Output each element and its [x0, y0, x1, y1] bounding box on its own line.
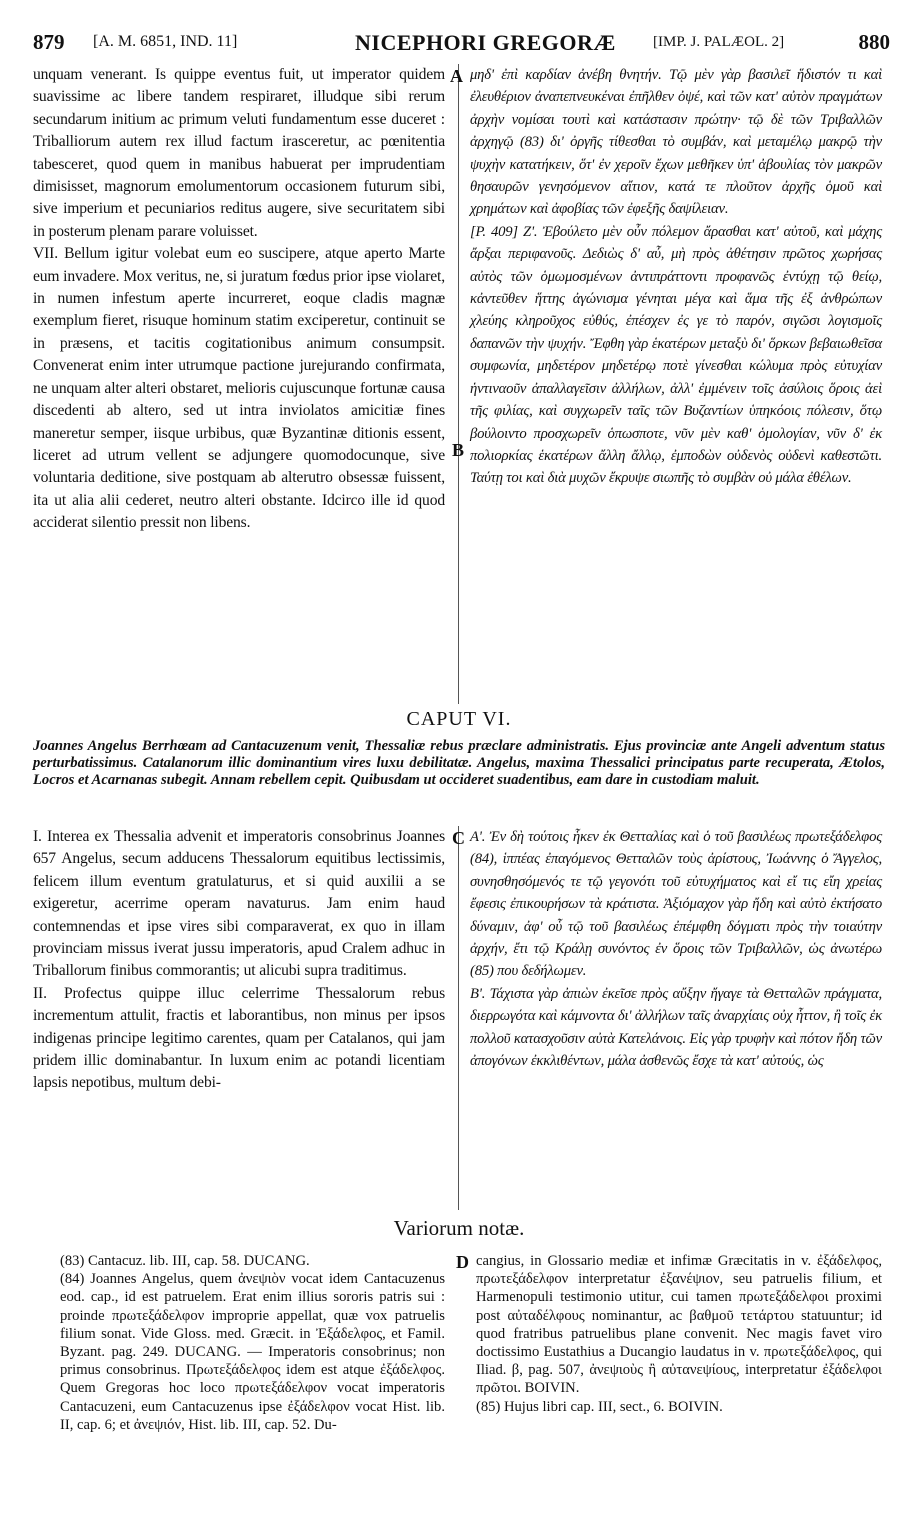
lower-latin-column [33, 826, 445, 1095]
left-page-number: 879 [33, 30, 65, 54]
notes-heading: Variorum notæ. [393, 1216, 525, 1240]
chapter-heading: CAPUT VI. [406, 708, 512, 730]
notes-right-column [476, 1252, 882, 1416]
greek-paragraph: [P. 409] Ζ'. Ἐβούλετο μὲν οὖν πόλεμον ἄρασθαι κατ' αὐτοῦ, καὶ μάχης ἄρξαι περιφανοῦς. Δεδιὼς δ' αὖ, μὴ πρὸς ἀθέτησιν πρῶτος χωρήσας αὐτὸς τῶν ὁμωμοσμένων ἀντιπράττοντι προφανῶς ἐντύχῃ τῷ θείῳ, κἀντεῦθεν ἥττης ἀγώνισμα γένηται μέγα καὶ ἅμα τῆς ἐξ ἀνθρώπων χλεύης κληροῦχος εὐθύς, ἐπέσχεν ἐς γε τὸ παρόν, σιγῶσι λογισμοῖς δαπανῶν τὴν ψυχήν. Ἔφθη γὰρ ἑκατέρων μεταξὺ δι' ὅρκων βεβαιωθεῖσα συμφωνία, μηδετέρον μηδετέρῳ ποτὲ γίνεσθαι κώλυμα πρὸς εὐτυχίαν ἡντιναοῦν ἀπαλλαγεῖσιν ἀλλήλων, ἀλλ' ἐμμένειν τοῖς ἀσύλοις ὅροις ἀεὶ τῆς φιλίας, καὶ συγχωρεῖν ταῖς τῶν Βυζαντίων ὑπηκόοις πόλεσιν, ὅτῳ βούλοιντο προσχωρεῖν ὁπωσποτε, νῦν μὲν καθ' ὁμολογίαν, νῦν δ' ἐκ πολιορκίας ἑκατέρων ἄλλη ἄλλῳ, ἐμποδὼν οὐδενὸς οὐδενὶ καθεστῶτι. Ταύτῃ τοι καὶ διὰ μυχῶν ἔκρυψε σιωπῆς τὸ συμβὰν οὐ μάλα ἐθέλων. [470, 223, 882, 487]
margin-marker-c: C [452, 828, 465, 848]
footnote: (83) Cantacuz. lib. III, cap. 58. DUCANG. [60, 1253, 310, 1269]
running-title: NICEPHORI GREGORÆ [355, 30, 616, 55]
running-header [33, 30, 890, 60]
greek-paragraph: μηδ' ἐπὶ καρδίαν ἀνέβη θνητήν. Τῷ μὲν γὰρ βασιλεῖ ἥδιστόν τι καὶ ἐλευθέριον ἀναπεπνευκέναι ἐπῆλθεν ὀψέ, καὶ τῶν κατ' αὐτὸν πραγμάτων ἀρχὴν νομίσαι τουτὶ καὶ κατάστασιν πρώτην· τῷ δὲ τῶν Τριβαλλῶν ἀρχηγῷ (83) δι' ὀργῆς τίθεσθαι τὸ συμβάν, καὶ μεταμέλῳ μακρῷ τὴν ψυχὴν κατατήκειν, ὅτ' ἐν χεροῖν ἔχων μεθῆκεν ὑπ' ἀβουλίας τὸν μακρῶν θησαυρῶν γενησόμενον αἴτιον, κατά τε πλοῦτον ἀρχῆς ὁμοῦ καὶ χρημάτων καὶ ἀφοβίας τῶν ἐφεξῆς δαψίλειαν. [470, 67, 882, 218]
latin-paragraph: VII. Bellum igitur volebat eum eo suscipere, atque aperto Marte eum invadere. Mox veritus, ne, si juratum fœdus prior ipse violaret, in numen infestum aperte incurreret, eoque cladis magnæ exemplum fieret, risuque hominum statim exciperetur, continuit se in præsens, et tacitis cogitationibus animum consumpsit. Convenerat enim inter utrumque pactione jurejurando confirmata, ne unquam alter alteri obstaret, melioris cujuscunque fortunæ causa discedenti ab altero, sed ut intra inviolatos amicitiæ fines maneretur semper, iisque urbibus, quæ Byzantinæ ditionis essent, liceret ad utrum vellent se adjungere quomodocunque, sive voluntaria deditione, sive postquam ab alterutro obsessæ fuissent, ita ut alia alii cederet, neutro alteri obstante. Idcirco ille id quod acciderat silentio pressit non libens. [33, 245, 445, 532]
latin-paragraph: unquam venerant. Is quippe eventus fuit, ut imperator quidem suavissime ac libere tandem respiraret, illudque sibi rerum secundarum initium ac primum veluti fundamentum esse duceret : Triballiorum autem rex illud factum irasceretur, ac pœnitentia tabesceret, quod quem in manibus habuerat per imprudentiam dimisisset, magnorum emolumentorum occasionem futurum sibi, sive imperium et pecuniarios reditus augere, sive securitatem sibi in posterum plenam parare voluisset. [33, 66, 445, 240]
lower-greek-column [470, 826, 882, 1072]
margin-marker-b: B [452, 440, 465, 460]
footnote: (85) Hujus libri cap. III, sect., 6. BOIVIN. [476, 1398, 723, 1415]
greek-paragraph: Β'. Τάχιστα γὰρ ἀπιὼν ἐκεῖσε πρὸς αὔξην ἤγαγε τὰ Θετταλῶν πράγματα, διερρωγότα καὶ κάμνοντα δι' ἀλλήλων ταῖς ἀναρχίαις οὐχ ἧττον, ἢ τοῖς ἐκ πολλοῦ κατασχοῦσιν αὐτὰ Κατελάνοις. Εἰς γὰρ τρυφὴν καὶ πότον ἤδη τῶν ἀπογόνων ἐκκλιθέντων, μάλα ἀσθενῶς ἔσχε τὰ κατ' αὐτούς, ὡς [470, 985, 882, 1070]
margin-marker-a: A [450, 66, 463, 86]
upper-latin-column [33, 64, 445, 535]
footnote: cangius, in Glossario mediæ et infimæ Græcitatis in v. ἐξάδελφος, πρωτεξάδελφον interpretatur ἐξανέψιον, seu patruelis filium, et Harmenopuli testimonio utitur, cui tamen πρωτεξάδελφοι proximi post αὐταδέλφους nominantur, ac βαθμοῦ τετάρτου statuuntur; id quod fratribus patruelibus plane convenit. Nec magis favet viro doctissimo Eustathius a Ducangio laudatus in v. πρωτεξάδελφος, qui Iliad. β, pag. 507, ἀνεψιοὺς ἢ αὐτανεψίους, interpretatur ἐξάδελφοι πρῶτοι. BOIVIN. [476, 1253, 882, 1397]
column-divider [458, 826, 459, 1210]
notes-left-column [60, 1252, 445, 1434]
latin-paragraph: I. Interea ex Thessalia advenit et imperatoris consobrinus Joannes 657 Angelus, secum adducens Thessalorum equitibus lectissimis, felicem illum eventum gratulaturus, et si quid auxilii a se exigeretur, acerrime operam navaturus. Jam enim haud contemnendas et ipse vires sibi comparaverat, ex quo in illam provinciam missus iverat jussu imperatoris, apud Cralem adhuc in Triballorum finibus commorantis; ut alicubi supra traditimus. [33, 828, 445, 980]
latin-paragraph: II. Profectus quippe illuc celerrime Thessalorum rebus incrementum attulit, fractis et laborantibus, non minus per ipsos indigenas principe legitimo carentes, quam per Catalanos, qui jam pridem illic dominabantur. In luxum enim ac potandi licentiam lapsis nepotibus, multum debi- [33, 984, 445, 1092]
footnote: (84) Joannes Angelus, quem ἀνεψιὸν vocat idem Cantacuzenus eod. cap., id est patruelem. Erat enim illius sororis patris sui : proinde πρωτεξάδελφον improprie appellat, quæ vox patruelis filium sonat. Vide Gloss. med. Græcit. in Ἐξάδελφος, et Famil. Byzant. pag. 249. DUCANG. — Imperatoris consobrinus; non primus consobrinus. Πρωτεξάδελφος idem est atque ἐξάδελφος. Quem Gregoras hoc loco πρωτεξάδελφον vocat imperatoris Cantacuzeni, eum Cantacuzenus ipse ἐξάδελφον vocat Hist. lib. II, cap. 6; et ἀνεψιόν, Hist. lib. III, cap. 52. Du- [60, 1271, 445, 1433]
left-year-indiction: [A. M. 6851, IND. 11] [93, 33, 238, 50]
greek-paragraph: Α'. Ἐν δὴ τούτοις ἧκεν ἐκ Θετταλίας καὶ ὁ τοῦ βασιλέως πρωτεξάδελφος (84), ἱππέας ἐπαγόμενος Θετταλῶν τοὺς ἀρίστους, Ἰωάννης ὁ Ἄγγελος, συνησθησόμενός τε τῷ γεγονότι τοῦ εὐτυχήματος καὶ εἴ τις εἴη χρείας ἔφεσις ἐπικουρήσων τὰ κράτιστα. Ἀξιόμαχον γὰρ ἤδη καὶ αὐτὸ ἐκτήσατο δύναμιν, ἀφ' οὗ τῷ τοῦ βασιλέως ἐπέμφθη δόγματι πρὸς τὴν τοιαύτην ἀρχήν, ἔτι τῷ Κράλῃ συνόντος ἐν ὅροις τῶν Τριβαλλῶν, ὡς ἀνωτέρω (85) που δεδήλωμεν. [470, 829, 882, 980]
right-page-number: 880 [858, 30, 890, 54]
chapter-summary: Joannes Angelus Berrhœam ad Cantacuzenum venit, Thessaliæ rebus præclare administratis. Ejus provinciæ ante Angeli adventum status perturbatissimus. Catalanorum illic dominantium vires luxu debilitatæ. Angelus, maxima Thessalici principatus parte recuperata, Ætolos, Locros et Acarnanas subegit. Annam rebellem cepit. Quibusdam ut occideret suadentibus, eam dare in custodiam maluit. [33, 738, 885, 788]
margin-marker-d: D [456, 1252, 469, 1272]
right-reign-tag: [IMP. J. PALÆOL. 2] [653, 34, 785, 50]
upper-greek-column [470, 64, 882, 490]
column-divider [458, 64, 459, 704]
